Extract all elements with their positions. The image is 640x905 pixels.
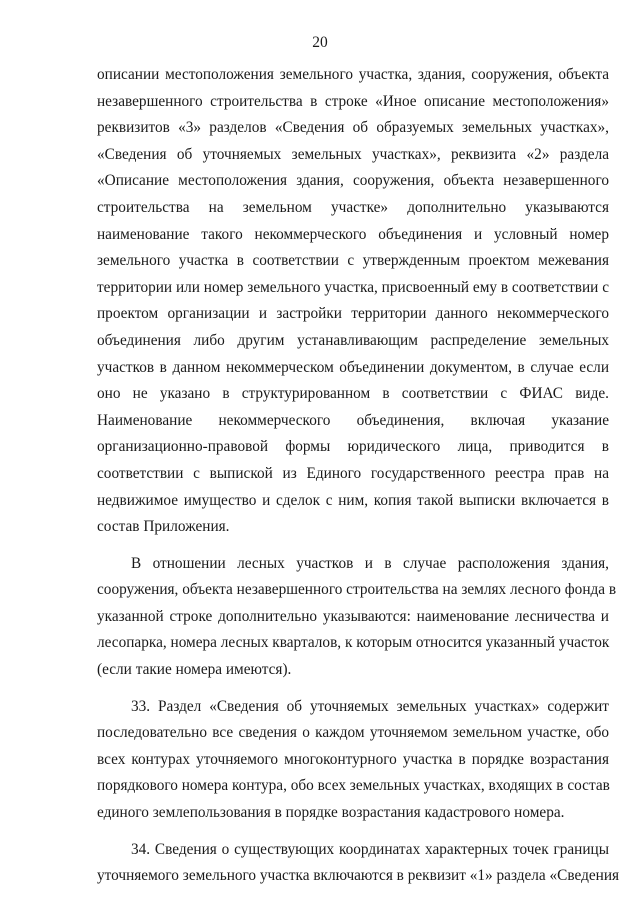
paragraph-gap bbox=[97, 684, 609, 694]
text-line: недвижимое имущество и сделок с ним, копия такой выписки включается в bbox=[97, 491, 609, 509]
text-line: наименование такого некоммерческого объединения и условный номер bbox=[97, 225, 609, 243]
text-line: В отношении лесных участков и в случае расположения здания, bbox=[131, 554, 609, 572]
text-line: «Описание местоположения здания, сооружения, объекта незавершенного bbox=[97, 172, 609, 190]
text-line: незавершенного строительства в строке «Иное описание местоположения» bbox=[97, 92, 609, 110]
text-line: реквизитов «3» разделов «Сведения об образуемых земельных участках», bbox=[97, 119, 609, 137]
paragraph bbox=[97, 694, 609, 827]
page-number: 20 bbox=[312, 34, 328, 51]
paragraph-gap bbox=[97, 827, 609, 837]
text-line: строительства на земельном участке» дополнительно указываются bbox=[97, 198, 609, 216]
text-line: земельного участка в соответствии с утвержденным проектом межевания bbox=[97, 252, 609, 270]
text-line: состав Приложения. bbox=[97, 518, 230, 536]
text-line: сооружения, объекта незавершенного строительства на землях лесного фонда в bbox=[97, 581, 617, 599]
text-line: территории или номер земельного участка, присвоенный ему в соответствии с bbox=[97, 278, 609, 296]
text-line: проектом организации и застройки территории данного некоммерческого bbox=[97, 305, 609, 323]
text-line: 34. Сведения о существующих координатах характерных точек границы bbox=[131, 840, 609, 858]
paragraph-gap bbox=[97, 541, 609, 551]
text-line: 33. Раздел «Сведения об уточняемых земельных участках» содержит bbox=[131, 697, 609, 715]
document-body bbox=[97, 62, 620, 890]
text-line: организационно-правовой формы юридического лица, приводится в bbox=[97, 438, 609, 456]
paragraph bbox=[97, 62, 609, 541]
text-line: уточняемого земельного участка включаются в реквизит «1» раздела «Сведения bbox=[97, 867, 620, 885]
text-line: (если такие номера имеются). bbox=[97, 661, 292, 679]
text-line: оно не указано в структурированном в соответствии с ФИАС виде. bbox=[97, 385, 609, 403]
text-line: всех контурах уточняемого многоконтурного участка в порядке возрастания bbox=[97, 750, 609, 768]
text-line: указанной строке дополнительно указываются: наименование лесничества и bbox=[97, 607, 609, 625]
text-line: последовательно все сведения о каждом уточняемом земельном участке, обо bbox=[97, 724, 609, 742]
text-line: единого землепользования в порядке возрастания кадастрового номера. bbox=[97, 804, 565, 822]
text-line: описании местоположения земельного участка, здания, сооружения, объекта bbox=[97, 66, 609, 83]
paragraph bbox=[97, 551, 617, 684]
text-line: Наименование некоммерческого объединения, включая указание bbox=[97, 411, 609, 429]
text-line: соответствии с выпиской из Единого государственного реестра прав на bbox=[97, 464, 609, 482]
paragraph bbox=[97, 837, 620, 890]
text-line: объединения либо другим устанавливающим распределение земельных bbox=[97, 331, 609, 349]
text-line: «Сведения об уточняемых земельных участках», реквизита «2» раздела bbox=[97, 145, 609, 163]
text-line: порядкового номера контура, обо всех земельных участках, входящих в состав bbox=[97, 777, 610, 795]
text-line: участков в данном некоммерческом объединении документом, в случае если bbox=[97, 358, 609, 376]
text-line: лесопарка, номера лесных кварталов, к которым относится указанный участок bbox=[97, 634, 610, 652]
